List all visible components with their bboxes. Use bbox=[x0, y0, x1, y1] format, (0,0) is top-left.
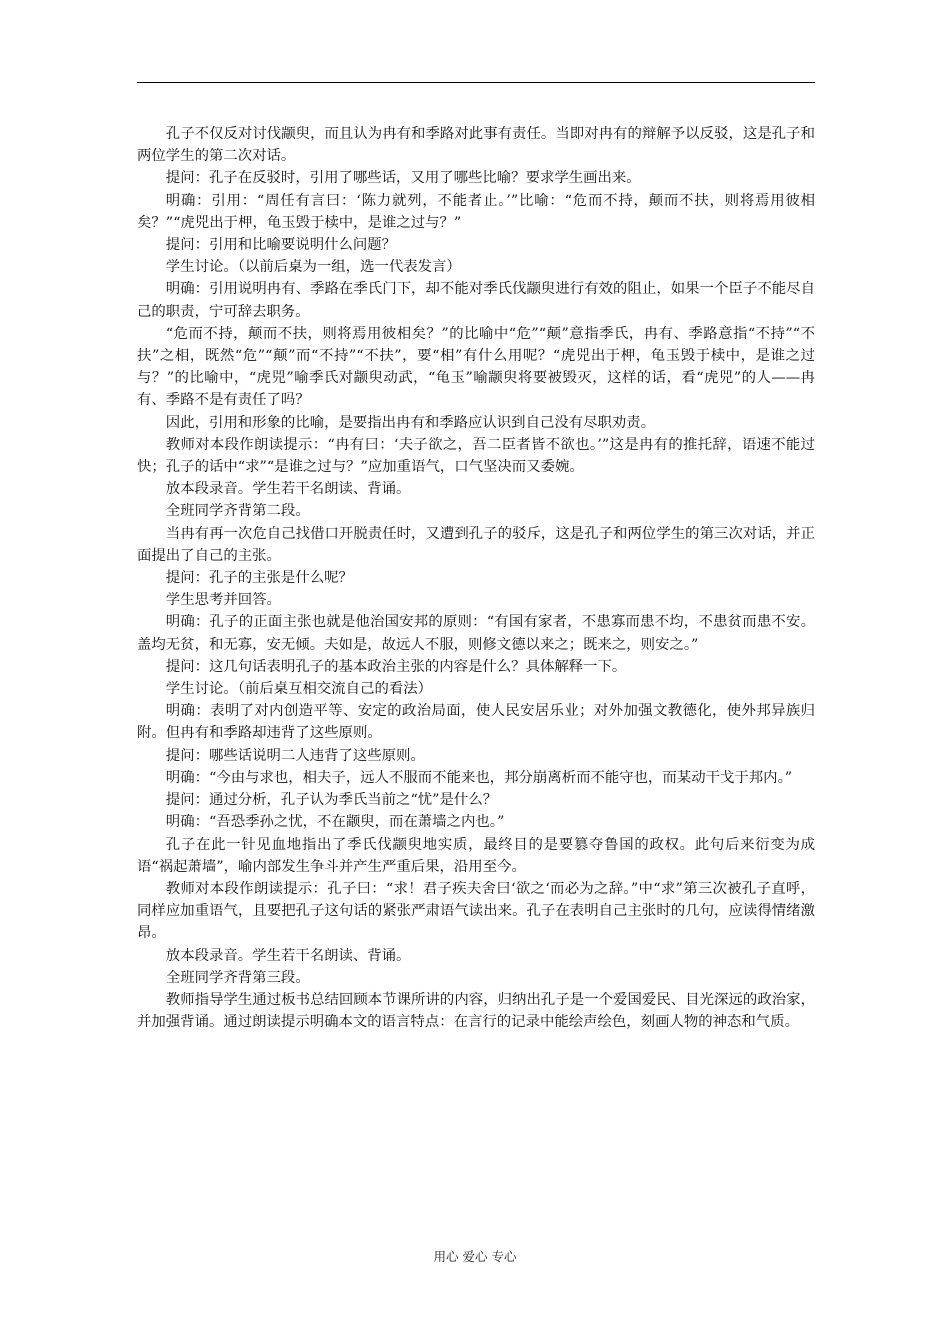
document-body bbox=[137, 123, 815, 1033]
paragraph: 学生讨论。（以前后桌为一组，选一代表发言） bbox=[165, 259, 461, 276]
paragraph: 明确：引用：“周任有言曰：‘陈力就列，不能者止。’”比喻：“危而不持，颠而不扶，则将焉用彼相矣？”“虎兕出于柙，龟玉毁于椟中，是谁之过与？” bbox=[137, 192, 815, 231]
paragraph: 明确：“吾恐季孙之忧，不在颛臾，而在萧墙之内也。” bbox=[165, 814, 505, 831]
paragraph: 学生讨论。（前后桌互相交流自己的看法） bbox=[165, 681, 433, 698]
paragraph: 提问：通过分析，孔子认为季氏当前之“忧”是什么？ bbox=[165, 792, 498, 809]
paragraph: 提问：孔子的主张是什么呢？ bbox=[165, 570, 353, 587]
paragraph: 明确：“今由与求也，相夫子，远人不服而不能来也，邦分崩离析而不能守也，而某动干戈于邦内。” bbox=[165, 769, 793, 786]
paragraph: 全班同学齐背第三段。 bbox=[165, 969, 310, 986]
page-footer: 用心 爱心 专心 bbox=[433, 1249, 517, 1264]
paragraph: 提问：哪些话说明二人违背了这些原则。 bbox=[165, 747, 425, 764]
paragraph: 明确：表明了对内创造平等、安定的政治局面，使人民安居乐业；对外加强文教德化，使外邦异族归附。但冉有和季路却违背了这些原则。 bbox=[137, 703, 815, 742]
paragraph: “危而不持，颠而不扶，则将焉用彼相矣？”的比喻中“危”“颠”意指季氏，冉有、季路意指“不持”“不扶”之相，既然“危”“颠”而“不持”“不扶”，要“相”有什么用呢？“虎兕出于柙，龟玉毁于椟中，是谁之过与？”的比喻中，“虎兕”喻季氏对颛臾动武，“龟玉”喻颛臾将要被毁灭，这样的话，看“虎兕”的人——冉有、季路不是有责任了吗？ bbox=[137, 325, 815, 409]
paragraph: 孔子不仅反对讨伐颛臾，而且认为冉有和季路对此事有责任。当即对冉有的辩解予以反驳，这是孔子和两位学生的第二次对话。 bbox=[137, 126, 815, 165]
paragraph: 明确：引用说明冉有、季路在季氏门下，却不能对季氏伐颛臾进行有效的阻止，如果一个臣子不能尽自己的职责，宁可辞去职务。 bbox=[137, 281, 815, 320]
paragraph: 提问：孔子在反驳时，引用了哪些话，又用了哪些比喻？要求学生画出来。 bbox=[165, 170, 641, 187]
paragraph: 明确：孔子的正面主张也就是他治国安邦的原则：“有国有家者，不患寡而患不均，不患贫而患不安。盖均无贫，和无寡，安无倾。夫如是，故远人不服，则修文德以来之；既来之，则安之。” bbox=[137, 614, 815, 653]
paragraph: 放本段录音。学生若干名朗读、背诵。 bbox=[165, 481, 411, 498]
header-rule bbox=[137, 82, 815, 83]
paragraph: 孔子在此一针见血地指出了季氏伐颛臾地实质，最终目的是要篡夺鲁国的政权。此句后来衍变为成语“祸起萧墙”，喻内部发生争斗并产生严重后果，沿用至今。 bbox=[137, 836, 815, 875]
paragraph: 因此，引用和形象的比喻，是要指出冉有和季路应认识到自己没有尽职劝责。 bbox=[165, 414, 656, 431]
paragraph: 全班同学齐背第二段。 bbox=[165, 503, 310, 520]
paragraph: 当冉有再一次危自己找借口开脱责任时，又遭到孔子的驳斥，这是孔子和两位学生的第三次对话，并正面提出了自己的主张。 bbox=[137, 525, 815, 564]
paragraph: 学生思考并回答。 bbox=[165, 592, 281, 609]
paragraph: 提问：引用和比喻要说明什么问题？ bbox=[165, 237, 397, 254]
paragraph: 提问：这几句话表明孔子的基本政治主张的内容是什么？具体解释一下。 bbox=[165, 658, 627, 675]
paragraph: 教师对本段作朗读提示：孔子曰：“求！君子疾夫舍曰‘欲之‘而必为之辞。”中“求”第三次被孔子直呼，同样应加重语气，且要把孔子这句话的紧张严肃语气读出来。孔子在表明自己主张时的几句，应读得情绪激昂。 bbox=[137, 880, 815, 942]
paragraph: 放本段录音。学生若干名朗读、背诵。 bbox=[165, 947, 411, 964]
paragraph: 教师指导学生通过板书总结回顾本节课所讲的内容，归纳出孔子是一个爱国爱民、目光深远的政治家，并加强背诵。通过朗读提示明确本文的语言特点：在言行的记录中能绘声绘色，刻画人物的神态和气质。 bbox=[137, 991, 815, 1031]
paragraph: 教师对本段作朗读提示：“冉有曰：‘夫子欲之，吾二臣者皆不欲也。’”这是冉有的推托辞，语速不能过快；孔子的话中“求”“是谁之过与？”应加重语气，口气坚决而又委婉。 bbox=[137, 436, 815, 476]
